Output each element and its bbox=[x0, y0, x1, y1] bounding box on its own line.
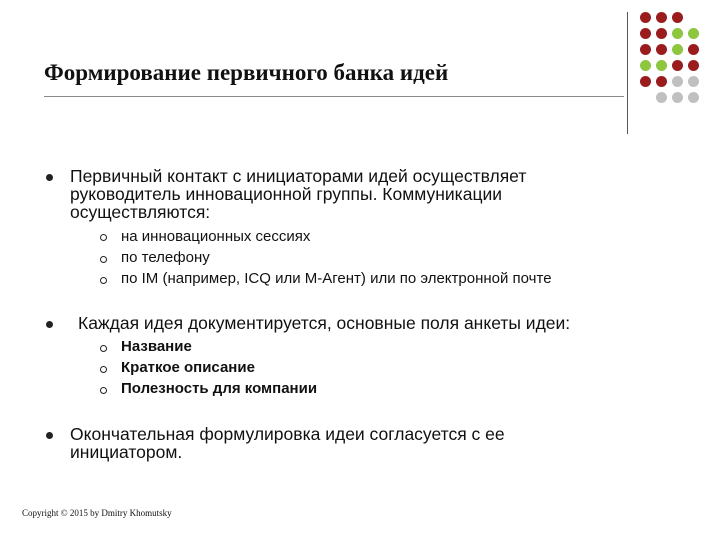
sub-bullet-dot bbox=[100, 345, 107, 352]
decorative-dot bbox=[640, 44, 651, 55]
decorative-dot bbox=[688, 44, 699, 55]
bullet-2-subitem-2: Краткое описание bbox=[121, 359, 255, 376]
bullet-dot bbox=[46, 321, 53, 328]
decorative-dot bbox=[672, 28, 683, 39]
bullet-dot bbox=[46, 432, 53, 439]
bullet-1-subitem-2: по телефону bbox=[121, 249, 210, 266]
sub-bullet-dot bbox=[100, 234, 107, 241]
decorative-dot bbox=[656, 12, 667, 23]
decorative-dot bbox=[672, 44, 683, 55]
decorative-dot bbox=[656, 28, 667, 39]
bullet-1-subitem-3: по IM (например, ICQ или М-Агент) или по электронной почте bbox=[121, 270, 552, 287]
decorative-dot bbox=[656, 44, 667, 55]
decorative-dot bbox=[672, 60, 683, 71]
bullet-1-text: Первичный контакт с инициаторами идей осуществляет руководитель инновационной группы. Коммуникации осуществляются: bbox=[70, 166, 527, 222]
decorative-dot bbox=[656, 60, 667, 71]
vertical-divider bbox=[627, 12, 628, 134]
decorative-dot bbox=[688, 28, 699, 39]
decorative-dot bbox=[672, 76, 683, 87]
bullet-2-text: Каждая идея документируется, основные поля анкеты идеи: bbox=[78, 313, 571, 333]
decorative-dot bbox=[688, 76, 699, 87]
decorative-dot bbox=[688, 92, 699, 103]
decorative-dot bbox=[672, 12, 683, 23]
copyright-footer: Copyright © 2015 by Dmitry Khomutsky bbox=[22, 508, 172, 518]
decorative-dot bbox=[656, 76, 667, 87]
slide-title: Формирование первичного банка идей bbox=[44, 60, 449, 85]
sub-bullet-dot bbox=[100, 366, 107, 373]
sub-bullet-dot bbox=[100, 256, 107, 263]
decorative-dot bbox=[640, 76, 651, 87]
bullet-2-subitem-1: Название bbox=[121, 338, 192, 355]
decorative-dot bbox=[640, 12, 651, 23]
decorative-dot bbox=[672, 92, 683, 103]
decorative-dot bbox=[688, 60, 699, 71]
decorative-dot bbox=[656, 92, 667, 103]
bullet-2-subitem-3: Полезность для компании bbox=[121, 380, 318, 397]
title-underline bbox=[44, 96, 624, 97]
decorative-dot bbox=[640, 28, 651, 39]
sub-bullet-dot bbox=[100, 387, 107, 394]
sub-bullet-dot bbox=[100, 277, 107, 284]
bullet-dot bbox=[46, 174, 53, 181]
bullet-3-text: Окончательная формулировка идеи согласуется с ее инициатором. bbox=[70, 424, 505, 462]
decorative-dot bbox=[640, 60, 651, 71]
bullet-1-subitem-1: на инновационных сессиях bbox=[121, 228, 311, 245]
